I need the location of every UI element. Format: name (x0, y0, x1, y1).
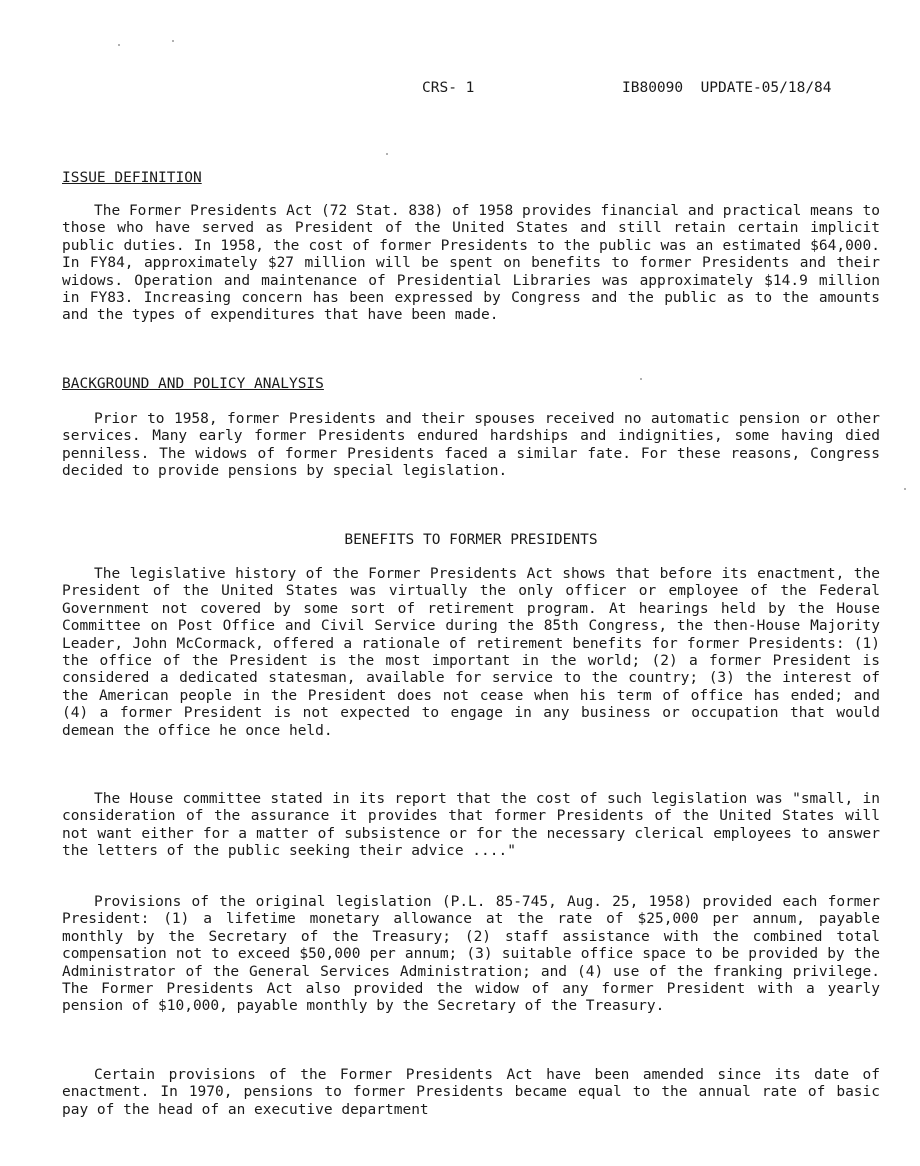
section-heading-background: BACKGROUND AND POLICY ANALYSIS (62, 376, 324, 392)
benefits-paragraph-1: The legislative history of the Former Presidents Act shows that before its enactment, the President of the United States was virtually the only officer or employee of the Federal Government not covered by some sort of retirement program. At hearings held by the House Committee on Post Office and Civil Service during the 85th Congress, the then-House Majority Leader, John McCormack, offered a rationale of retirement benefits for former Presidents: (1) the office of the President is the most important in the world; (2) a former President is considered a dedicated statesman, available for service to the country; (3) the interest of the American people in the President does not cease when his term of office has ended; and (4) a former President is not expected to engage in any business or occupation that would demean the office he once held. (62, 566, 880, 739)
scan-speck (904, 488, 906, 490)
benefits-paragraph-3: Provisions of the original legislation (P.L. 85-745, Aug. 25, 1958) provided each former President: (1) a lifetime monetary allowance at the rate of $25,000 per annum, payable monthly by the Secretary of the Treasury; (2) staff assistance with the combined total compensation not to exceed $50,000 per annum; (3) suitable office space to be provided by the Administrator of the General Services Administration; and (4) use of the franking privilege. The Former Presidents Act also provided the widow of any former President with a yearly pension of $10,000, payable monthly by the Secretary of the Treasury. (62, 894, 880, 1015)
scan-speck (172, 40, 174, 42)
background-paragraph: Prior to 1958, former Presidents and their spouses received no automatic pension or other services. Many early former Presidents endured hardships and indignities, some having died penniless. The widows of former Presidents faced a similar fate. For these reasons, Congress decided to provide pensions by special legislation. (62, 411, 880, 480)
scan-speck (118, 44, 120, 46)
benefits-paragraph-2: The House committee stated in its report that the cost of such legislation was "small, in consideration of the assurance it provides that former Presidents of the United States will not want either for a matter of subsistence or for the necessary clerical employees to answer the letters of the public seeking their advice ...." (62, 791, 880, 860)
benefits-paragraph-4: Certain provisions of the Former Presidents Act have been amended since its date of enactment. In 1970, pensions to former Presidents became equal to the annual rate of basic pay of the head of an executive department (62, 1067, 880, 1118)
section-heading-benefits: BENEFITS TO FORMER PRESIDENTS (344, 532, 598, 548)
page-label: CRS- 1 (422, 80, 475, 96)
scan-speck (640, 378, 642, 380)
issue-definition-paragraph: The Former Presidents Act (72 Stat. 838) of 1958 provides financial and practical means to those who have served as President of the United States and still retain certain implicit public duties. In 1958, the cost of former Presidents to the public was an estimated $64,000. In FY84, approximately $27 million will be spent on benefits to former Presidents and their widows. Operation and maintenance of Presidential Libraries was approximately $14.9 million in FY83. Increasing concern has been expressed by Congress and the public as to the amounts and the types of expenditures that have been made. (62, 203, 880, 324)
section-heading-issue-definition: ISSUE DEFINITION (62, 170, 202, 186)
document-id: IB80090 UPDATE-05/18/84 (622, 80, 832, 96)
scan-speck (386, 153, 388, 155)
